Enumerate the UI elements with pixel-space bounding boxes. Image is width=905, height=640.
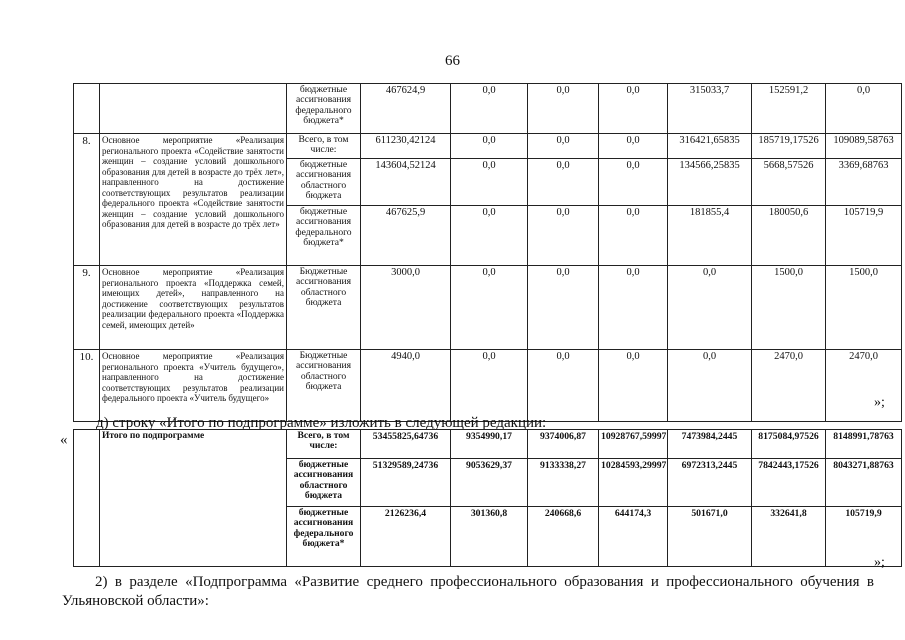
page-number: 66 [445,53,460,69]
row-number: 9. [74,266,100,350]
desc-cell [100,84,287,134]
value-cell: 0,0 [599,159,668,206]
row-number: 8. [74,134,100,266]
value-cell: 6972313,2445 [668,459,752,507]
value-cell: 611230,42124 [361,134,451,159]
value-cell: 1500,0 [752,266,826,350]
value-cell: 315033,7 [668,84,752,134]
value-cell: 0,0 [599,266,668,350]
value-cell: 0,0 [451,206,528,266]
table-row [74,266,902,350]
subprogram-total-table [73,429,902,567]
value-cell: 7473984,2445 [668,430,752,459]
value-cell: 9133338,27 [528,459,599,507]
closing-quote-mark: »; [874,555,885,570]
value-cell: 8043271,88763 [826,459,902,507]
value-cell: 332641,8 [752,507,826,567]
value-cell: 9374006,87 [528,430,599,459]
value-cell: 180050,6 [752,206,826,266]
row-description: Основное мероприятие «Реализация регионального проекта «Содействие занятости женщин – создание условий дошкольного образования для детей в возрасте до трёх лет», направленного на достижение соответствующих результатов реализации федерального проекта «Содействие занятости женщин – создание условий дошкольного образования для детей в возрасте до трёх лет» [100,134,287,266]
source-cell: бюджетные ассигнования федерального бюджета* [287,507,361,567]
opening-quote-mark: « [60,432,68,448]
source-cell: Всего, в том числе: [287,430,361,459]
value-cell: 1500,0 [826,266,902,350]
value-cell: 4940,0 [361,350,451,422]
value-cell: 7842443,17526 [752,459,826,507]
value-cell: 134566,25835 [668,159,752,206]
paragraph: 2) в разделе «Подпрограмма «Развитие среднего профессионального образования и профессионального обучения в Ульяновской области»: [62,574,874,609]
value-cell: 0,0 [451,350,528,422]
value-cell: 0,0 [528,350,599,422]
num-cell [74,430,100,567]
value-cell: 5668,57526 [752,159,826,206]
value-cell: 644174,3 [599,507,668,567]
value-cell: 51329589,24736 [361,459,451,507]
value-cell: 301360,8 [451,507,528,567]
value-cell: 3369,68763 [826,159,902,206]
source-cell: Бюджетные ассигнования областного бюджета [287,350,361,422]
table-row [74,84,902,134]
value-cell: 9354990,17 [451,430,528,459]
source-cell: Бюджетные ассигнования областного бюджета [287,266,361,350]
source-cell: бюджетные ассигнования федерального бюджета* [287,84,361,134]
total-label: Итого по подпрограмме [100,430,287,567]
source-cell: бюджетные ассигнования областного бюджета [287,159,361,206]
value-cell: 2126236,4 [361,507,451,567]
value-cell: 2470,0 [826,350,902,422]
value-cell: 501671,0 [668,507,752,567]
value-cell: 185719,17526 [752,134,826,159]
value-cell: 0,0 [528,206,599,266]
row-number: 10. [74,350,100,422]
num-cell [74,84,100,134]
value-cell: 316421,65835 [668,134,752,159]
value-cell: 0,0 [528,84,599,134]
value-cell: 53455825,64736 [361,430,451,459]
value-cell: 467624,9 [361,84,451,134]
value-cell: 0,0 [451,134,528,159]
value-cell: 0,0 [668,350,752,422]
budget-table [73,83,902,422]
value-cell: 109089,58763 [826,134,902,159]
value-cell: 143604,52124 [361,159,451,206]
source-cell: Всего, в том числе: [287,134,361,159]
value-cell: 240668,6 [528,507,599,567]
table-row [74,430,902,459]
source-cell: бюджетные ассигнования федерального бюджета* [287,206,361,266]
value-cell: 467625,9 [361,206,451,266]
closing-quote-mark: »; [874,395,885,410]
value-cell: 0,0 [528,266,599,350]
value-cell: 0,0 [599,350,668,422]
value-cell: 10928767,59997 [599,430,668,459]
value-cell: 105719,9 [826,206,902,266]
value-cell: 8148991,78763 [826,430,902,459]
value-cell: 0,0 [668,266,752,350]
instruction-text: д) строку «Итого по подпрограмме» изложить в следующей редакции: [96,415,547,431]
value-cell: 105719,9 [826,507,902,567]
value-cell: 181855,4 [668,206,752,266]
value-cell: 2470,0 [752,350,826,422]
value-cell: 0,0 [599,84,668,134]
table-row [74,134,902,159]
value-cell: 3000,0 [361,266,451,350]
value-cell: 0,0 [528,134,599,159]
value-cell: 152591,2 [752,84,826,134]
value-cell: 0,0 [528,159,599,206]
row-description: Основное мероприятие «Реализация регионального проекта «Поддержка семей, имеющих детей», направленного на достижение соответствующих результатов реализации федерального проекта «Поддержка семей, имеющих детей» [100,266,287,350]
value-cell: 10284593,29997 [599,459,668,507]
value-cell: 0,0 [451,84,528,134]
value-cell: 9053629,37 [451,459,528,507]
source-cell: бюджетные ассигнования областного бюджета [287,459,361,507]
row-description: Основное мероприятие «Реализация регионального проекта «Учитель будущего», направленного на достижение соответствующих результатов реализации федерального проекта «Учитель будущего» [100,350,287,422]
table-row [74,350,902,422]
value-cell: 0,0 [599,134,668,159]
value-cell: 8175084,97526 [752,430,826,459]
value-cell: 0,0 [599,206,668,266]
value-cell: 0,0 [826,84,902,134]
value-cell: 0,0 [451,266,528,350]
value-cell: 0,0 [451,159,528,206]
